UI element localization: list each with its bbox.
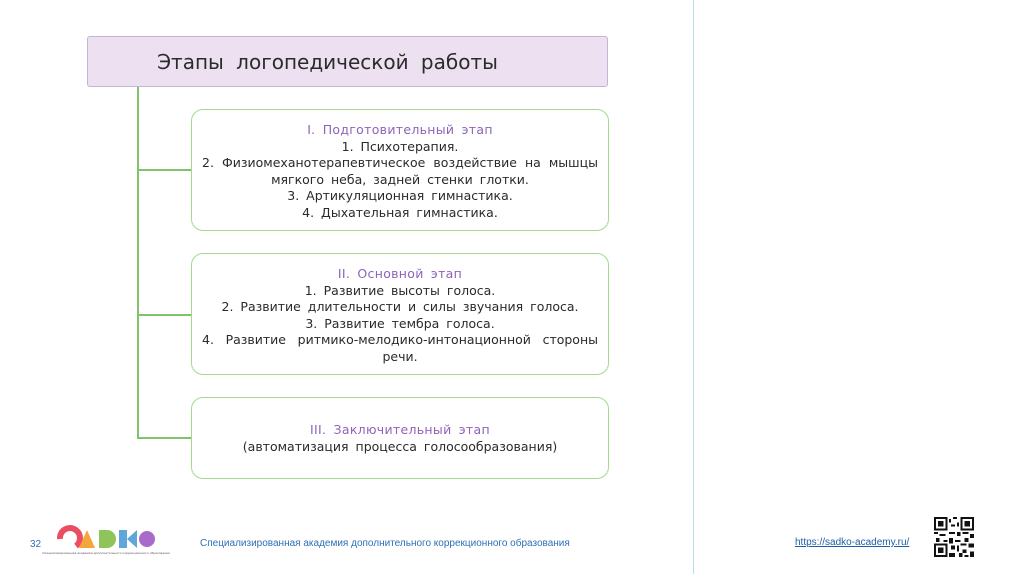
stage-heading: III. Заключительный этап (310, 422, 490, 437)
stage-line: 2. Физиомеханотерапевтическое воздействие на мышцы (202, 155, 598, 170)
stage-line: 2. Развитие длительности и силы звучания голоса. (221, 299, 579, 314)
right-divider-line (693, 0, 694, 574)
academy-name: Специализированная академия дополнительного коррекционного образования (200, 538, 570, 549)
stage-line: (автоматизация процесса голосообразования) (242, 438, 558, 454)
qr-image (934, 517, 974, 557)
stage-line: 3. Развитие тембра голоса. (305, 315, 495, 331)
stage-line: 4. Развитие ритмико-мелодико-интонационной стороны (202, 332, 598, 347)
sadko-logo (42, 527, 170, 557)
logo-caption: Специализированная академия дополнительного коррекционного образования (42, 551, 170, 555)
stage-line: 4. Дыхательная гимнастика. (302, 204, 498, 220)
tree-trunk-line (137, 87, 139, 439)
stage-line: мягкого неба, задней стенки глотки. (271, 171, 529, 187)
tree-branch-1 (137, 169, 193, 171)
stage-card-1 (191, 109, 609, 231)
title-box (87, 36, 608, 87)
stage-card-2 (191, 253, 609, 375)
page-number: 32 (30, 539, 42, 550)
stage-line: речи. (382, 348, 418, 364)
stage-heading: I. Подготовительный этап (307, 122, 493, 137)
tree-branch-3 (137, 437, 193, 439)
stage-heading: II. Основной этап (337, 266, 463, 281)
stage-line: 3. Артикуляционная гимнастика. (287, 188, 513, 203)
stage-line: 1. Развитие высоты голоса. (304, 282, 496, 298)
stage-line: 1. Психотерапия. (341, 138, 459, 154)
logo-image (42, 527, 170, 557)
page-title: Этапы логопедической работы (157, 49, 498, 74)
stage-card-3 (191, 397, 609, 479)
academy-link[interactable]: https://sadko-academy.ru/ (795, 537, 910, 548)
qr-code (934, 517, 974, 557)
tree-branch-2 (137, 314, 193, 316)
